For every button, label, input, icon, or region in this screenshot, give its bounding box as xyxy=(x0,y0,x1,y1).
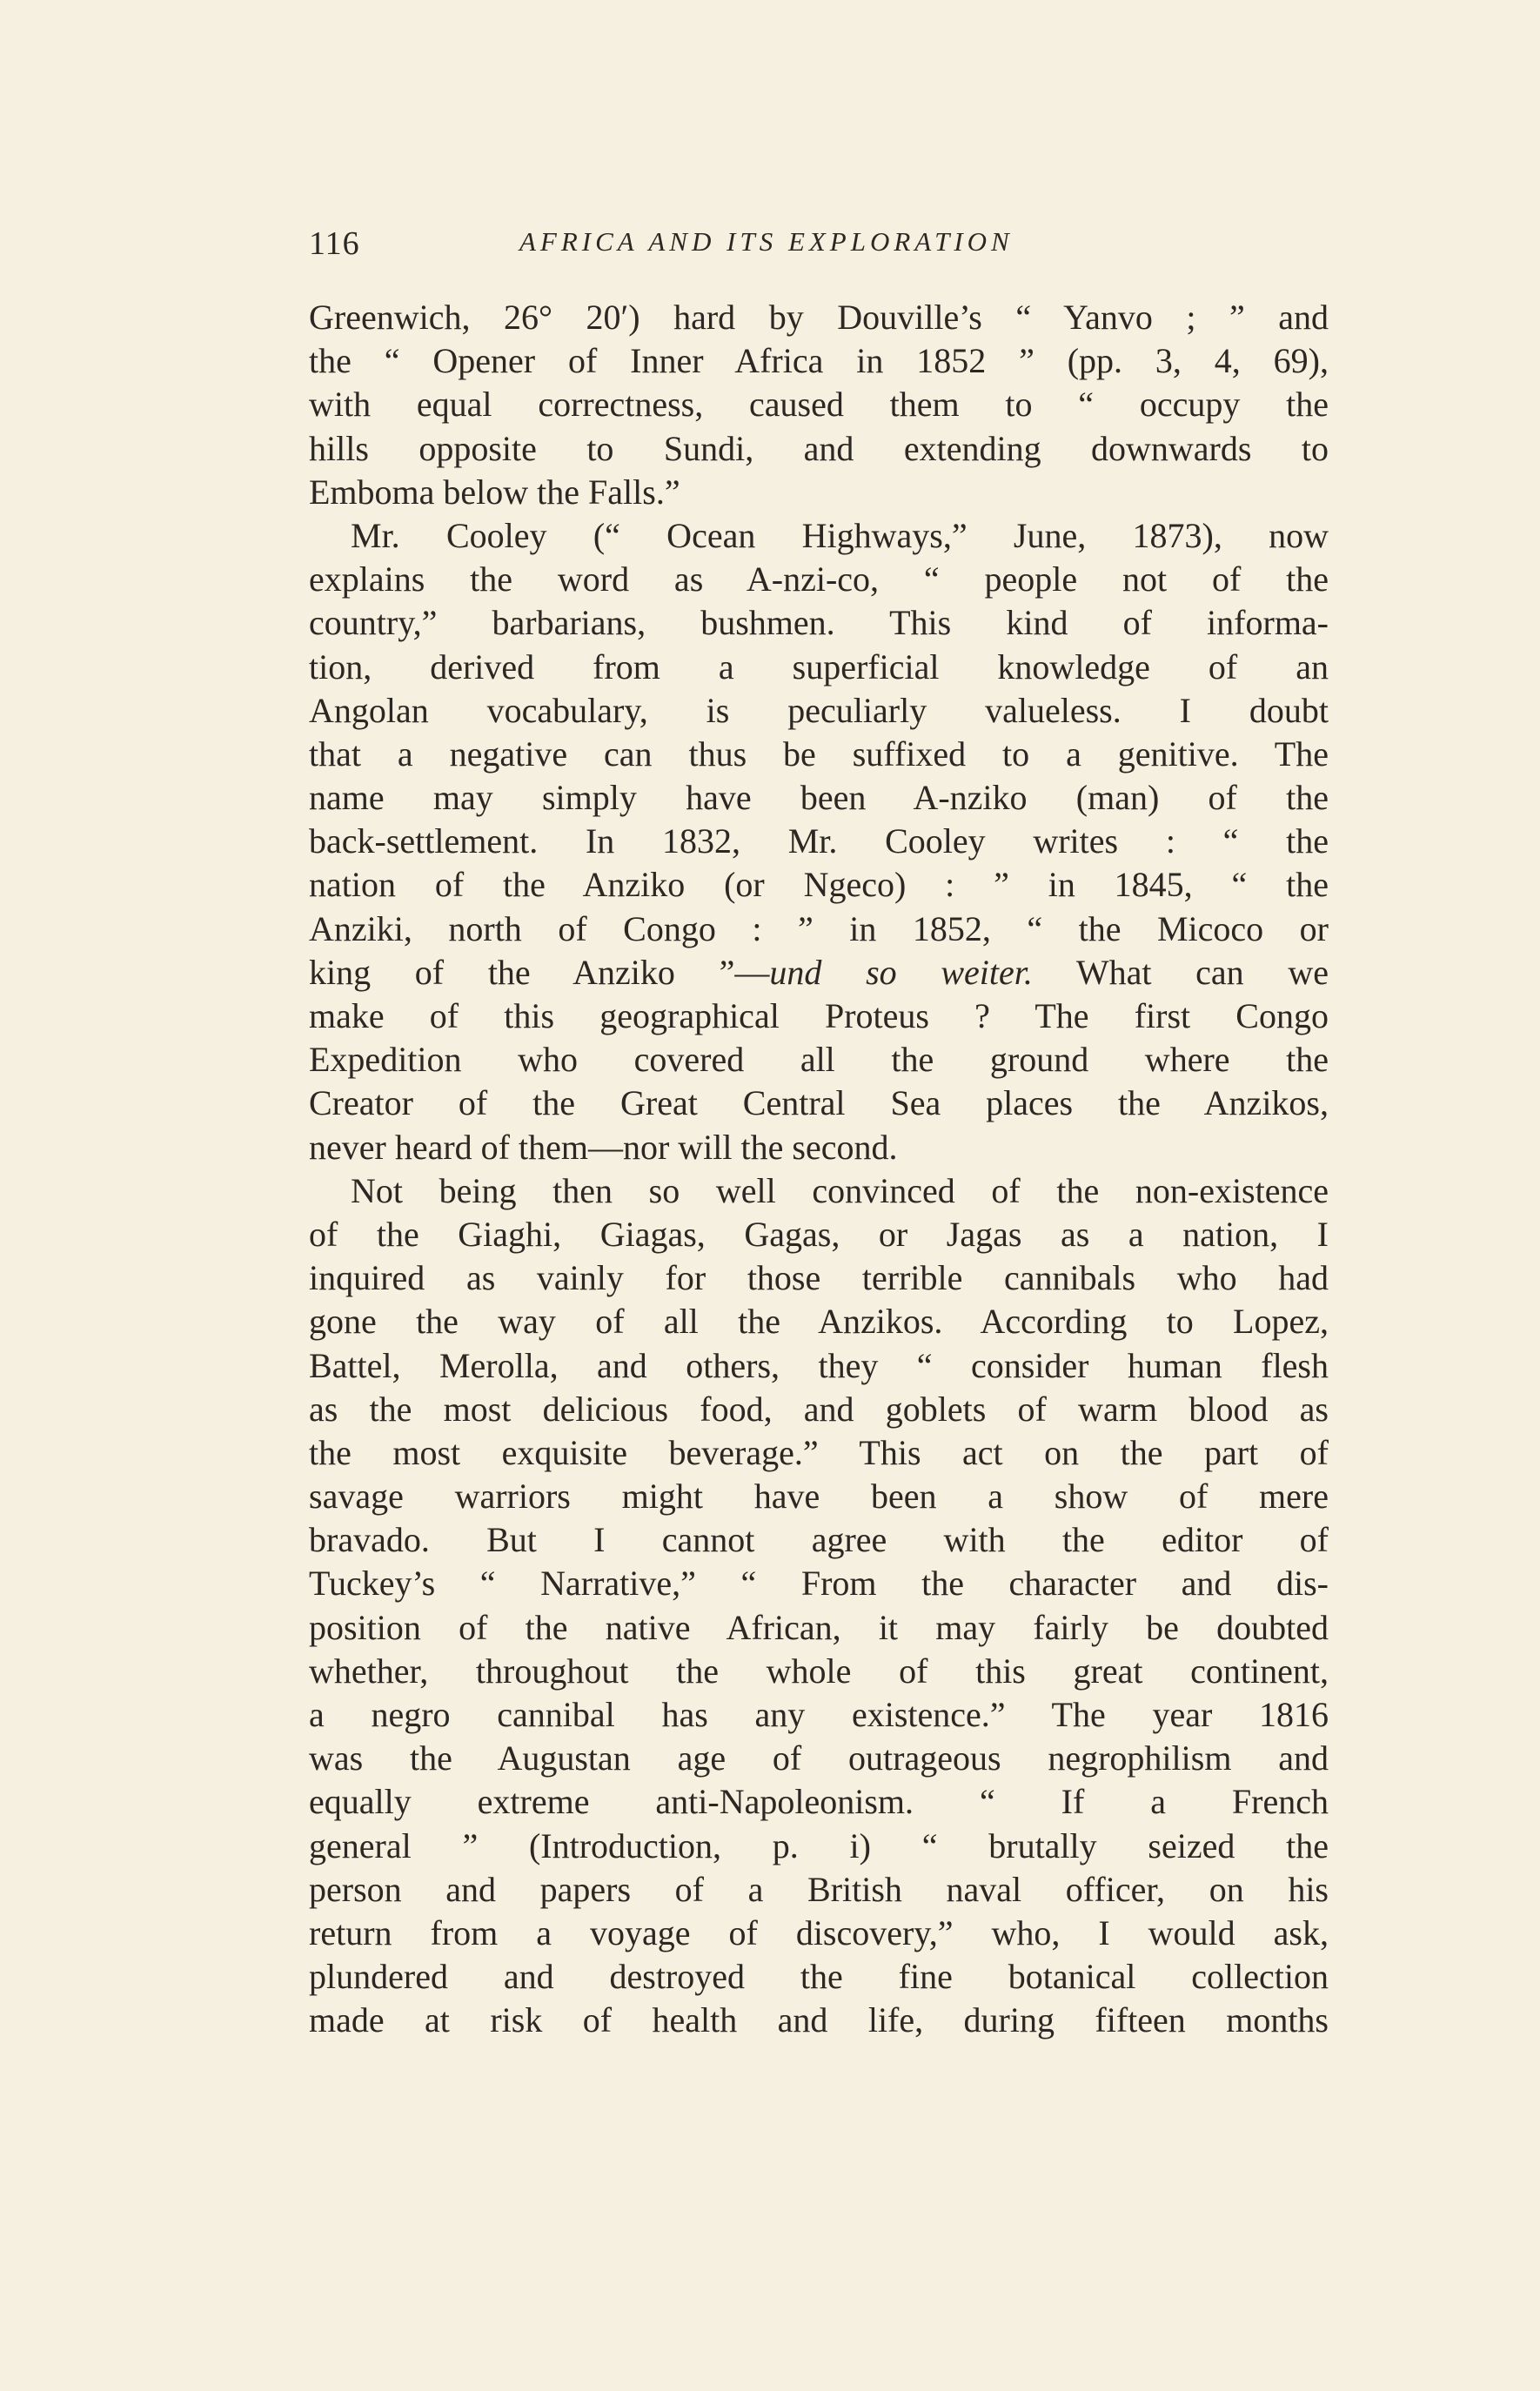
text-line: back-settlement. In 1832, Mr. Cooley writes : “ the xyxy=(309,821,1329,861)
text-line: explains the word as A-nzi-co, “ people not of the xyxy=(309,559,1329,599)
text-line: Expedition who covered all the ground where the xyxy=(309,1040,1329,1080)
text-line: nation of the Anziko (or Ngeco) : ” in 1845, “ the xyxy=(309,865,1329,905)
text-line: Creator of the Great Central Sea places the Anzikos, xyxy=(309,1083,1329,1123)
text-line: savage warriors might have been a show of mere xyxy=(309,1477,1329,1517)
text-line: country,” barbarians, bushmen. This kind of informa- xyxy=(309,603,1329,643)
text-line: tion, derived from a superficial knowledge of an xyxy=(309,646,1329,686)
running-title: AFRICA AND ITS EXPLORATION xyxy=(519,226,1014,257)
line-segment: What can we xyxy=(1032,952,1329,992)
text-line: a negro cannibal has any existence.” The year 1816 xyxy=(309,1695,1329,1734)
text-line: return from a voyage of discovery,” who, I would ask, xyxy=(309,1912,1329,1952)
text-line: Not being then so well convinced of the non-existence xyxy=(351,1170,1329,1210)
text-line: Emboma below the Falls.” xyxy=(309,472,680,512)
text-line: Anziki, north of Congo : ” in 1852, “ the Micoco or xyxy=(309,908,1329,948)
text-line: that a negative can thus be suffixed to a genitive. The xyxy=(309,733,1329,774)
text-line: was the Augustan age of outrageous negrophilism and xyxy=(309,1738,1329,1778)
text-line-mixed xyxy=(309,951,1329,995)
text-line: the “ Opener of Inner Africa in 1852 ” (pp. 3, 4, 69), xyxy=(309,341,1329,381)
line-segment: king of the Anziko ”— xyxy=(309,952,770,992)
text-line: as the most delicious food, and goblets of warm blood as xyxy=(309,1389,1329,1429)
text-line: hills opposite to Sundi, and extending downwards to xyxy=(309,428,1329,468)
text-line: inquired as vainly for those terrible cannibals who had xyxy=(309,1258,1329,1298)
text-line: equally extreme anti-Napoleonism. “ If a French xyxy=(309,1782,1329,1822)
text-line: made at risk of health and life, during fifteen months xyxy=(309,2000,1329,2040)
running-head xyxy=(309,224,1329,268)
text-line: the most exquisite beverage.” This act on the part of xyxy=(309,1432,1329,1472)
text-line: never heard of them—nor will the second. xyxy=(309,1127,898,1167)
text-line: with equal correctness, caused them to “ occupy the xyxy=(309,385,1329,425)
text-line: whether, throughout the whole of this great continent, xyxy=(309,1651,1329,1691)
text-line: plundered and destroyed the fine botanical collection xyxy=(309,1957,1329,1997)
italic-phrase: und so weiter. xyxy=(769,952,1033,992)
text-line: bravado. But I cannot agree with the editor of xyxy=(309,1520,1329,1560)
text-line: Angolan vocabulary, is peculiarly valueless. I doubt xyxy=(309,690,1329,730)
text-line: Greenwich, 26° 20′) hard by Douville’s “ Yanvo ; ” and xyxy=(309,298,1329,337)
text-line: of the Giaghi, Giagas, Gagas, or Jagas as a nation, I xyxy=(309,1214,1329,1254)
text-line: position of the native African, it may fairly be doubted xyxy=(309,1607,1329,1647)
text-line: Battel, Merolla, and others, they “ consider human flesh xyxy=(309,1345,1329,1385)
text-line: Tuckey’s “ Narrative,” “ From the character and dis- xyxy=(309,1564,1329,1604)
page-number: 116 xyxy=(309,225,360,262)
body-text xyxy=(309,296,1329,2043)
text-line: general ” (Introduction, p. i) “ brutally seized the xyxy=(309,1825,1329,1865)
text-line: name may simply have been A-nziko (man) of the xyxy=(309,778,1329,818)
text-line: Mr. Cooley (“ Ocean Highways,” June, 1873), now xyxy=(351,515,1329,555)
text-line: make of this geographical Proteus ? The first Congo xyxy=(309,996,1329,1035)
text-line: person and papers of a British naval officer, on his xyxy=(309,1869,1329,1909)
text-line: gone the way of all the Anzikos. According to Lopez, xyxy=(309,1302,1329,1342)
